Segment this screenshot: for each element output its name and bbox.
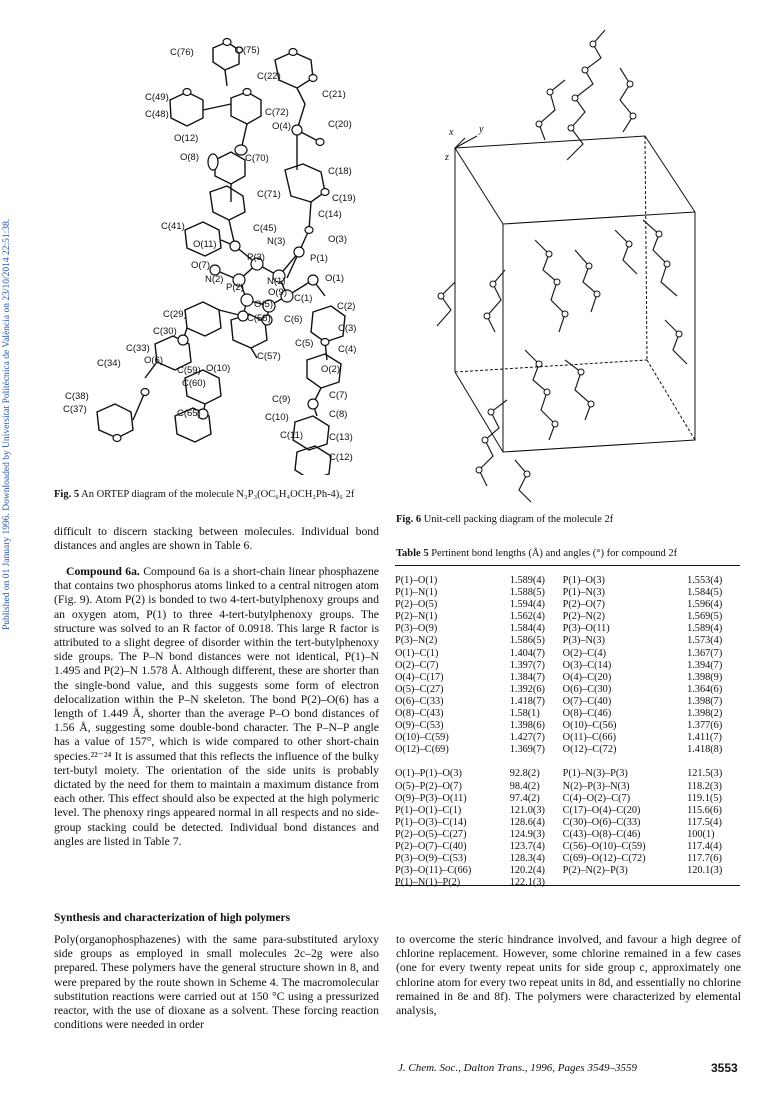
bond-label-cell: P(2)–O(7)–C(40) [395, 840, 467, 852]
atom-label: C(11) [280, 430, 304, 441]
atom-label: O(5) [254, 299, 273, 310]
bond-value-cell: 1.367(7) [687, 647, 723, 659]
bond-label-cell: O(9)–P(3)–O(11) [395, 792, 467, 804]
atom-label: C(10) [265, 412, 289, 423]
atom-label: C(38) [65, 391, 89, 402]
axis-y-label: y [479, 124, 484, 135]
atom-label: C(41) [161, 221, 185, 232]
figure-5-caption [54, 489, 379, 501]
bond-label-cell: O(11)–C(66) [562, 732, 617, 744]
bond-label-cell: P(1)–O(3) [562, 575, 605, 586]
atom-label: C(72) [265, 107, 289, 118]
bond-value-cell: 1.411(7) [687, 732, 722, 744]
atom-label: O(12) [174, 133, 199, 144]
atom-label: C(34) [97, 358, 121, 369]
atom-label: C(71) [257, 189, 281, 200]
bond-label-cell: P(2)–O(7) [562, 599, 605, 611]
atom-label: C(45) [253, 223, 277, 234]
atom-label: C(70) [245, 153, 269, 164]
bond-value-cell: 1.404(7) [509, 647, 545, 659]
bond-value-cell: 1.573(4) [687, 635, 723, 647]
bond-label-cell: P(2)–N(2) [562, 611, 605, 623]
bond-value-cell: 117.7(6) [687, 853, 722, 865]
table-row [395, 781, 740, 793]
section-heading: Synthesis and characterization of high polymers [54, 912, 291, 924]
bond-value-cell: 119.1(5) [687, 792, 722, 804]
compound-6a-paragraph [54, 565, 379, 849]
bond-label-cell: O(10)–C(59) [395, 732, 449, 744]
bond-value-cell: 1.364(6) [687, 683, 723, 695]
table-5-angles [395, 768, 740, 889]
bond-value-cell: 128.3(4) [509, 853, 545, 865]
atom-label: O(2) [321, 364, 340, 375]
atom-label: C(60) [182, 378, 206, 389]
bond-label-cell: C(69)–O(12)–C(72) [562, 853, 646, 865]
bond-value-cell: 1.584(5) [687, 587, 723, 599]
bond-label-cell: O(2)–C(7) [395, 659, 439, 671]
table-row [395, 732, 740, 744]
atom-label: C(7) [329, 390, 348, 401]
atom-label: C(21) [322, 89, 346, 100]
bond-label-cell: O(12)–C(72) [562, 744, 617, 756]
bond-label-cell: O(5)–P(2)–O(7) [395, 780, 462, 792]
compound-6a-heading: Compound 6a. [66, 565, 140, 578]
table-row [395, 817, 740, 829]
bond-value-cell: 1.562(4) [509, 611, 545, 623]
atom-label: N(1) [267, 276, 286, 287]
bond-label-cell: O(8)–C(46) [562, 708, 612, 720]
bond-value-cell: 124.9(3) [509, 828, 545, 840]
bond-value-cell: 120.2(4) [509, 865, 545, 877]
bond-value-cell: 1.594(4) [509, 599, 545, 611]
left-paragraph-continued-text: difficult to discern stacking between molecules. Individual bond distances and angles are shown in Table 6. [54, 525, 379, 553]
bond-label-cell: P(2)–O(5) [395, 599, 438, 611]
unit-cell-diagram [415, 20, 735, 510]
atom-label: C(13) [329, 432, 353, 443]
table-row [395, 829, 740, 841]
bond-label-cell: P(3)–N(3) [562, 635, 605, 647]
bond-value-cell: 1.369(7) [509, 744, 545, 756]
bond-label-cell: O(6)–C(33) [395, 695, 444, 707]
atom-label: O(8) [180, 152, 199, 163]
bond-value-cell: 1.418(7) [509, 695, 545, 707]
table-row [395, 599, 740, 611]
bond-value-cell: 1.377(6) [687, 720, 723, 732]
table-row [395, 587, 740, 599]
bond-value-cell: 117.5(4) [687, 816, 722, 828]
table-row [395, 696, 740, 708]
bond-label-cell: O(6)–C(30) [562, 683, 612, 695]
bond-value-cell: 1.586(5) [509, 635, 545, 647]
bond-label-cell: O(2)–C(4) [562, 647, 607, 659]
table-row [395, 660, 740, 672]
bond-label-cell: O(12)–C(69) [395, 744, 449, 756]
right-paragraph-continued-text: to overcome the steric hindrance involved, and favour a high degree of chlorine replacement. However, some chlorine remained in a few cases (one for every twenty repeat units for side group c, approximately one chlorine atom for every two repeat units in 8d, and essentially no chlorine remained in 8e and 8f). The polymers were characterized by elemental analysis, [396, 933, 742, 1018]
atom-label: N(2) [205, 274, 224, 285]
bond-value-cell: 97.4(2) [509, 792, 540, 804]
bond-value-cell: 122.1(3) [509, 877, 545, 889]
bond-value-cell: 128.6(4) [509, 816, 545, 828]
download-notice [2, 190, 16, 630]
bond-label-cell: P(3)–O(9) [395, 623, 438, 635]
bond-value-cell: 100(1) [687, 828, 715, 840]
bond-value-cell: 1.584(4) [509, 623, 545, 635]
bond-value-cell: 121.5(3) [687, 768, 723, 780]
bond-value-cell: 1.384(7) [509, 671, 545, 683]
atom-label: C(18) [328, 166, 352, 177]
bond-value-cell: 98.4(2) [509, 780, 540, 792]
bond-value-cell: 1.394(7) [687, 659, 723, 671]
table-row [395, 853, 740, 865]
table-row [395, 708, 740, 720]
bond-label-cell: P(2)–O(5)–C(27) [395, 828, 467, 840]
table-row [395, 611, 740, 623]
atom-label: C(48) [145, 109, 169, 120]
bond-value-cell: 1.398(7) [687, 695, 723, 707]
atom-label: O(4) [272, 121, 291, 132]
atom-label: P(2) [226, 282, 244, 293]
bond-label-cell: N(2)–P(3)–N(3) [562, 780, 630, 792]
bond-label-cell: P(3)–N(2) [395, 635, 438, 647]
bond-label-cell: C(4)–O(2)–C(7) [562, 792, 631, 804]
atom-label: C(37) [63, 404, 87, 415]
bond-label-cell: O(9)–C(53) [395, 720, 444, 732]
bond-label-cell: P(3)–O(11)–C(66) [395, 865, 472, 877]
bond-label-cell: C(56)–O(10)–C(59) [562, 840, 646, 852]
table-row [395, 793, 740, 805]
atom-label: O(1) [325, 273, 344, 284]
bond-value-cell: 1.553(4) [687, 575, 723, 586]
table-bottom-rule [395, 885, 740, 886]
bond-label-cell: O(7)–C(40) [562, 695, 612, 707]
atom-label: C(6) [284, 314, 303, 325]
bond-label-cell: P(1)–N(3)–P(3) [562, 768, 628, 780]
atom-label: O(3) [328, 234, 347, 245]
bond-label-cell: P(1)–N(3) [562, 587, 605, 599]
atom-label: C(3) [338, 323, 357, 334]
atom-label: P(1) [310, 253, 328, 264]
atom-label: C(30) [153, 326, 177, 337]
page-number: 3553 [711, 1061, 738, 1075]
polymer-paragraph-text: Poly(organophosphazenes) with the same para-substituted aryloxy side groups as employed in small molecules 2c–2g were also prepared. These polymers have the general structure shown in 8, and were prepared by the route shown in Scheme 4. The macromolecular substitution reactions were carried out at 150 °C using a pressurized reactor, with the use of dioxane as a solvent. These forcing reaction conditions were needed in order [54, 933, 379, 1032]
atom-label: C(75) [236, 45, 260, 56]
table-row [395, 684, 740, 696]
table-row [395, 768, 740, 780]
table-row [395, 841, 740, 853]
table-row [395, 744, 740, 756]
table-row [395, 575, 740, 587]
bond-value-cell: 117.4(4) [687, 840, 722, 852]
bond-value-cell: 1.589(4) [687, 623, 723, 635]
bond-value-cell: 1.398(6) [509, 720, 545, 732]
bond-value-cell [683, 877, 740, 889]
atom-label: C(76) [170, 47, 194, 58]
atom-label: C(33) [126, 343, 150, 354]
atom-label: O(9) [268, 287, 287, 298]
right-paragraph-continued [396, 933, 741, 1018]
table-row [395, 623, 740, 635]
ortep-diagram [35, 20, 380, 475]
bond-value-cell: 1.569(5) [687, 611, 723, 623]
bond-label-cell: O(1)–P(1)–O(3) [395, 768, 462, 780]
bond-label-cell: C(30)–O(6)–C(33) [562, 816, 641, 828]
table-row [395, 672, 740, 684]
atom-label: C(29) [163, 309, 187, 320]
bond-label-cell: P(2)–N(2)–P(3) [562, 865, 628, 877]
compound-6a-body: Compound 6a is a short-chain linear phosphazene that contains two phosphorus atoms linked to a central nitrogen atom (Fig. 9). Atom P(2) is bonded to two 4-tert-butylphenoxy groups and an oxygen atom, P(1) to three 4-tert-butylphenoxy groups. The structure was solved to an R factor of 0.0918. This large R factor is attributed to a slight degree of disorder within the tert-butylphenoxy side groups. The P–N bond distances were not identical, P(1)–N 1.495 and P(2)–N 1.578 Å. Although different, these are shorter than the single-bond value, and this suggests some form of electron delocalization within the P–N skeleton. The bond P(2)–O(6) has a length of 1.449 Å, shorter than the average P–O bond distances of 1.56 Å, suggesting some double-bond character. The P–N–P angle has a value of 157°, which is wide compared to other short-chain species.²²⁻²⁴ It is assumed that this reflects the influence of the bulky tert-butyl moiety. The orientation of the side units is probably dictated by the need for them to maintain a maximum distance from each other. This effect should also be expected at the high polymeric level. The phenoxy rings appeared normal in all respects and no side-group stacking could be detected. Individual bond distances and angles are listed in Table 7. [54, 565, 379, 848]
atom-label: C(49) [145, 92, 169, 103]
bond-label-cell: O(3)–C(14) [562, 659, 612, 671]
atom-label: C(22) [257, 71, 281, 82]
bond-label-cell: P(1)–N(1) [395, 587, 438, 599]
bond-value-cell: 1.58(1) [509, 708, 540, 720]
table-5-label: Table 5 [396, 548, 429, 559]
table-row [395, 648, 740, 660]
atom-label: C(8) [329, 409, 348, 420]
figure-6-unit-cell [415, 20, 735, 510]
atom-label: N(3) [267, 236, 286, 247]
atom-label: C(9) [272, 394, 291, 405]
bond-label-cell: C(43)–O(8)–C(46) [562, 828, 641, 840]
bond-value-cell: 92.8(2) [509, 768, 540, 780]
table-top-rule [395, 565, 740, 566]
bond-label-cell: P(1)–N(1)–P(2) [395, 877, 461, 889]
atom-label: P(3) [247, 252, 265, 263]
bond-label-cell: O(4)–C(17) [395, 671, 444, 683]
bond-value-cell: 1.398(2) [687, 708, 723, 720]
bond-label-cell: P(2)–N(1) [395, 611, 438, 623]
atom-label: C(1) [294, 293, 313, 304]
atom-label: C(57) [257, 351, 281, 362]
table-row [395, 805, 740, 817]
atom-label: C(19) [332, 193, 356, 204]
figure-5-caption-label: Fig. 5 [54, 489, 80, 500]
atom-label: C(12) [329, 452, 353, 463]
figure-6-caption [396, 514, 741, 526]
figure-5-ortep [35, 20, 380, 475]
figure-6-caption-label: Fig. 6 [396, 514, 422, 525]
bond-value-cell: 1.392(6) [509, 683, 545, 695]
bond-label-cell: P(3)–O(9)–C(53) [395, 853, 467, 865]
atom-label: C(65) [177, 408, 201, 419]
atom-label: C(14) [318, 209, 342, 220]
bond-label-cell: P(1)–O(3)–C(14) [395, 816, 467, 828]
bond-label-cell: P(1)–O(1)–C(1) [395, 804, 462, 816]
table-5-spacer [395, 756, 740, 768]
bond-value-cell: 118.2(3) [687, 780, 722, 792]
bond-value-cell: 1.398(9) [687, 671, 723, 683]
atom-label: C(20) [328, 119, 352, 130]
bond-value-cell: 1.427(7) [509, 732, 545, 744]
table-row [395, 865, 740, 877]
polymer-paragraph [54, 933, 379, 1032]
bond-value-cell: 115.6(6) [687, 804, 722, 816]
table-row [395, 877, 740, 889]
bond-value-cell: 1.596(4) [687, 599, 723, 611]
bond-value-cell: 121.0(3) [509, 804, 545, 816]
bond-label-cell: O(10)–C(56) [562, 720, 617, 732]
atom-label: O(7) [191, 260, 210, 271]
bond-label-cell: P(3)–O(11) [562, 623, 610, 635]
bond-label-cell: P(1)–O(1) [395, 575, 438, 586]
atom-label: C(5) [295, 338, 314, 349]
bond-value-cell: 123.7(4) [509, 840, 545, 852]
atom-label: O(11) [193, 239, 217, 250]
bond-label-cell [563, 877, 683, 889]
table-5-title [396, 548, 741, 560]
bond-label-cell: O(1)–C(1) [395, 647, 439, 659]
table-row [395, 635, 740, 647]
bond-value-cell: 1.397(7) [509, 659, 545, 671]
figure-5-caption-text: An ORTEP diagram of the molecule N₃P₃(OC₆H₄OCH₂Ph-4)₆ 2f [81, 489, 355, 500]
atom-label: C(2) [337, 301, 356, 312]
atom-label: C(4) [338, 344, 357, 355]
bond-value-cell: 120.1(3) [687, 865, 723, 877]
axis-z-label: z [445, 152, 449, 163]
bond-value-cell: 1.418(8) [687, 744, 723, 756]
download-notice-text: Published on 01 January 1996. Downloaded by Universitat Politècnica de València on 23/10/2014 22:51:38. [2, 218, 12, 630]
atom-label: C(59) [177, 365, 201, 376]
left-paragraph-continued [54, 525, 379, 553]
table-5-caption: Pertinent bond lengths (Å) and angles (°) for compound 2f [431, 548, 678, 559]
table-5-lengths [395, 575, 740, 756]
bond-value-cell: 1.588(5) [509, 587, 545, 599]
bond-label-cell: O(8)–C(43) [395, 708, 444, 720]
bond-label-cell: C(17)–O(4)–C(20) [562, 804, 641, 816]
table-row [395, 720, 740, 732]
atom-label: C(58) [247, 313, 271, 324]
table-5 [395, 575, 740, 889]
atom-label: O(6) [144, 355, 163, 366]
bond-label-cell: O(5)–C(27) [395, 683, 444, 695]
figure-6-caption-text: Unit-cell packing diagram of the molecule 2f [423, 514, 614, 525]
bond-value-cell: 1.589(4) [509, 575, 545, 586]
bond-label-cell: O(4)–C(20) [562, 671, 612, 683]
axis-x-label: x [449, 127, 454, 138]
atom-label: O(10) [206, 363, 231, 374]
journal-footer: J. Chem. Soc., Dalton Trans., 1996, Pages 3549–3559 [398, 1062, 637, 1074]
